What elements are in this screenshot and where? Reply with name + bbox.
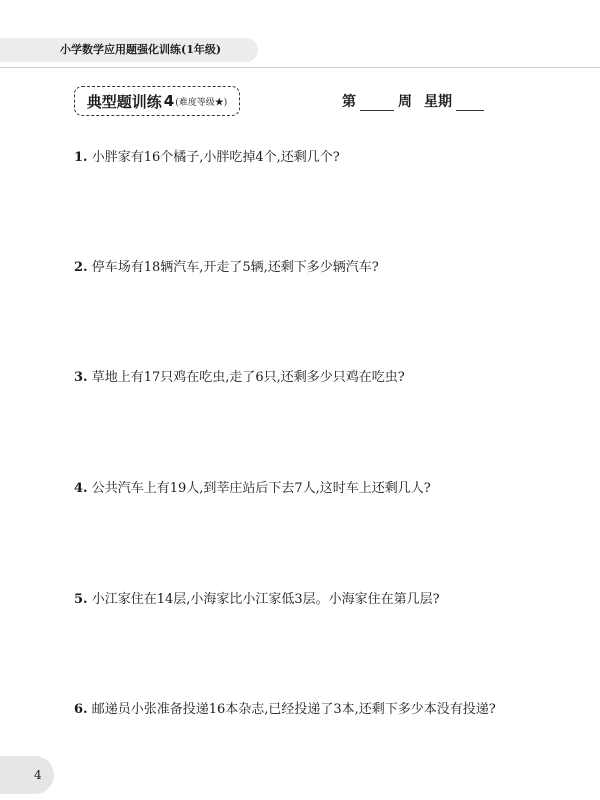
question-6: [74, 701, 496, 719]
question-3: [74, 369, 405, 387]
section-title: 典型题训练: [86, 92, 162, 111]
question-text: 邮递员小张准备投递16本杂志,已经投递了3本,还剩下多少本没有投递?: [91, 702, 496, 717]
question-number: 6.: [74, 702, 88, 717]
question-number: 3.: [74, 370, 88, 385]
weekday-label: 星期: [424, 94, 452, 110]
weekday-blank[interactable]: [456, 96, 484, 111]
schedule-line: [342, 91, 488, 111]
question-text: 草地上有17只鸡在吃虫,走了6只,还剩多少只鸡在吃虫?: [91, 370, 405, 385]
week-suffix: 周: [398, 94, 412, 110]
running-title: 小学数学应用题强化训练(1年级): [60, 43, 222, 56]
page-number: 4: [34, 768, 42, 782]
question-number: 1.: [74, 150, 88, 165]
question-5: [74, 591, 440, 609]
question-text: 小胖家有16个橘子,小胖吃掉4个,还剩几个?: [91, 150, 340, 165]
question-text: 小江家住在14层,小海家比小江家低3层。小海家住在第几层?: [91, 592, 440, 607]
question-1: [74, 149, 340, 167]
difficulty-label: (难度等级★): [175, 97, 228, 108]
question-2: [74, 259, 379, 277]
week-prefix: 第: [342, 94, 356, 110]
question-text: 公共汽车上有19人,到莘庄站后下去7人,这时车上还剩几人?: [91, 481, 431, 496]
question-number: 2.: [74, 260, 88, 275]
question-number: 4.: [74, 481, 88, 496]
section-title-box: [74, 86, 240, 116]
week-blank[interactable]: [360, 96, 394, 111]
header-divider: [0, 67, 600, 68]
question-number: 5.: [74, 592, 88, 607]
question-4: [74, 480, 431, 498]
question-text: 停车场有18辆汽车,开走了5辆,还剩下多少辆汽车?: [91, 260, 379, 275]
section-number: 4: [163, 92, 175, 110]
page-number-badge: [0, 756, 54, 794]
